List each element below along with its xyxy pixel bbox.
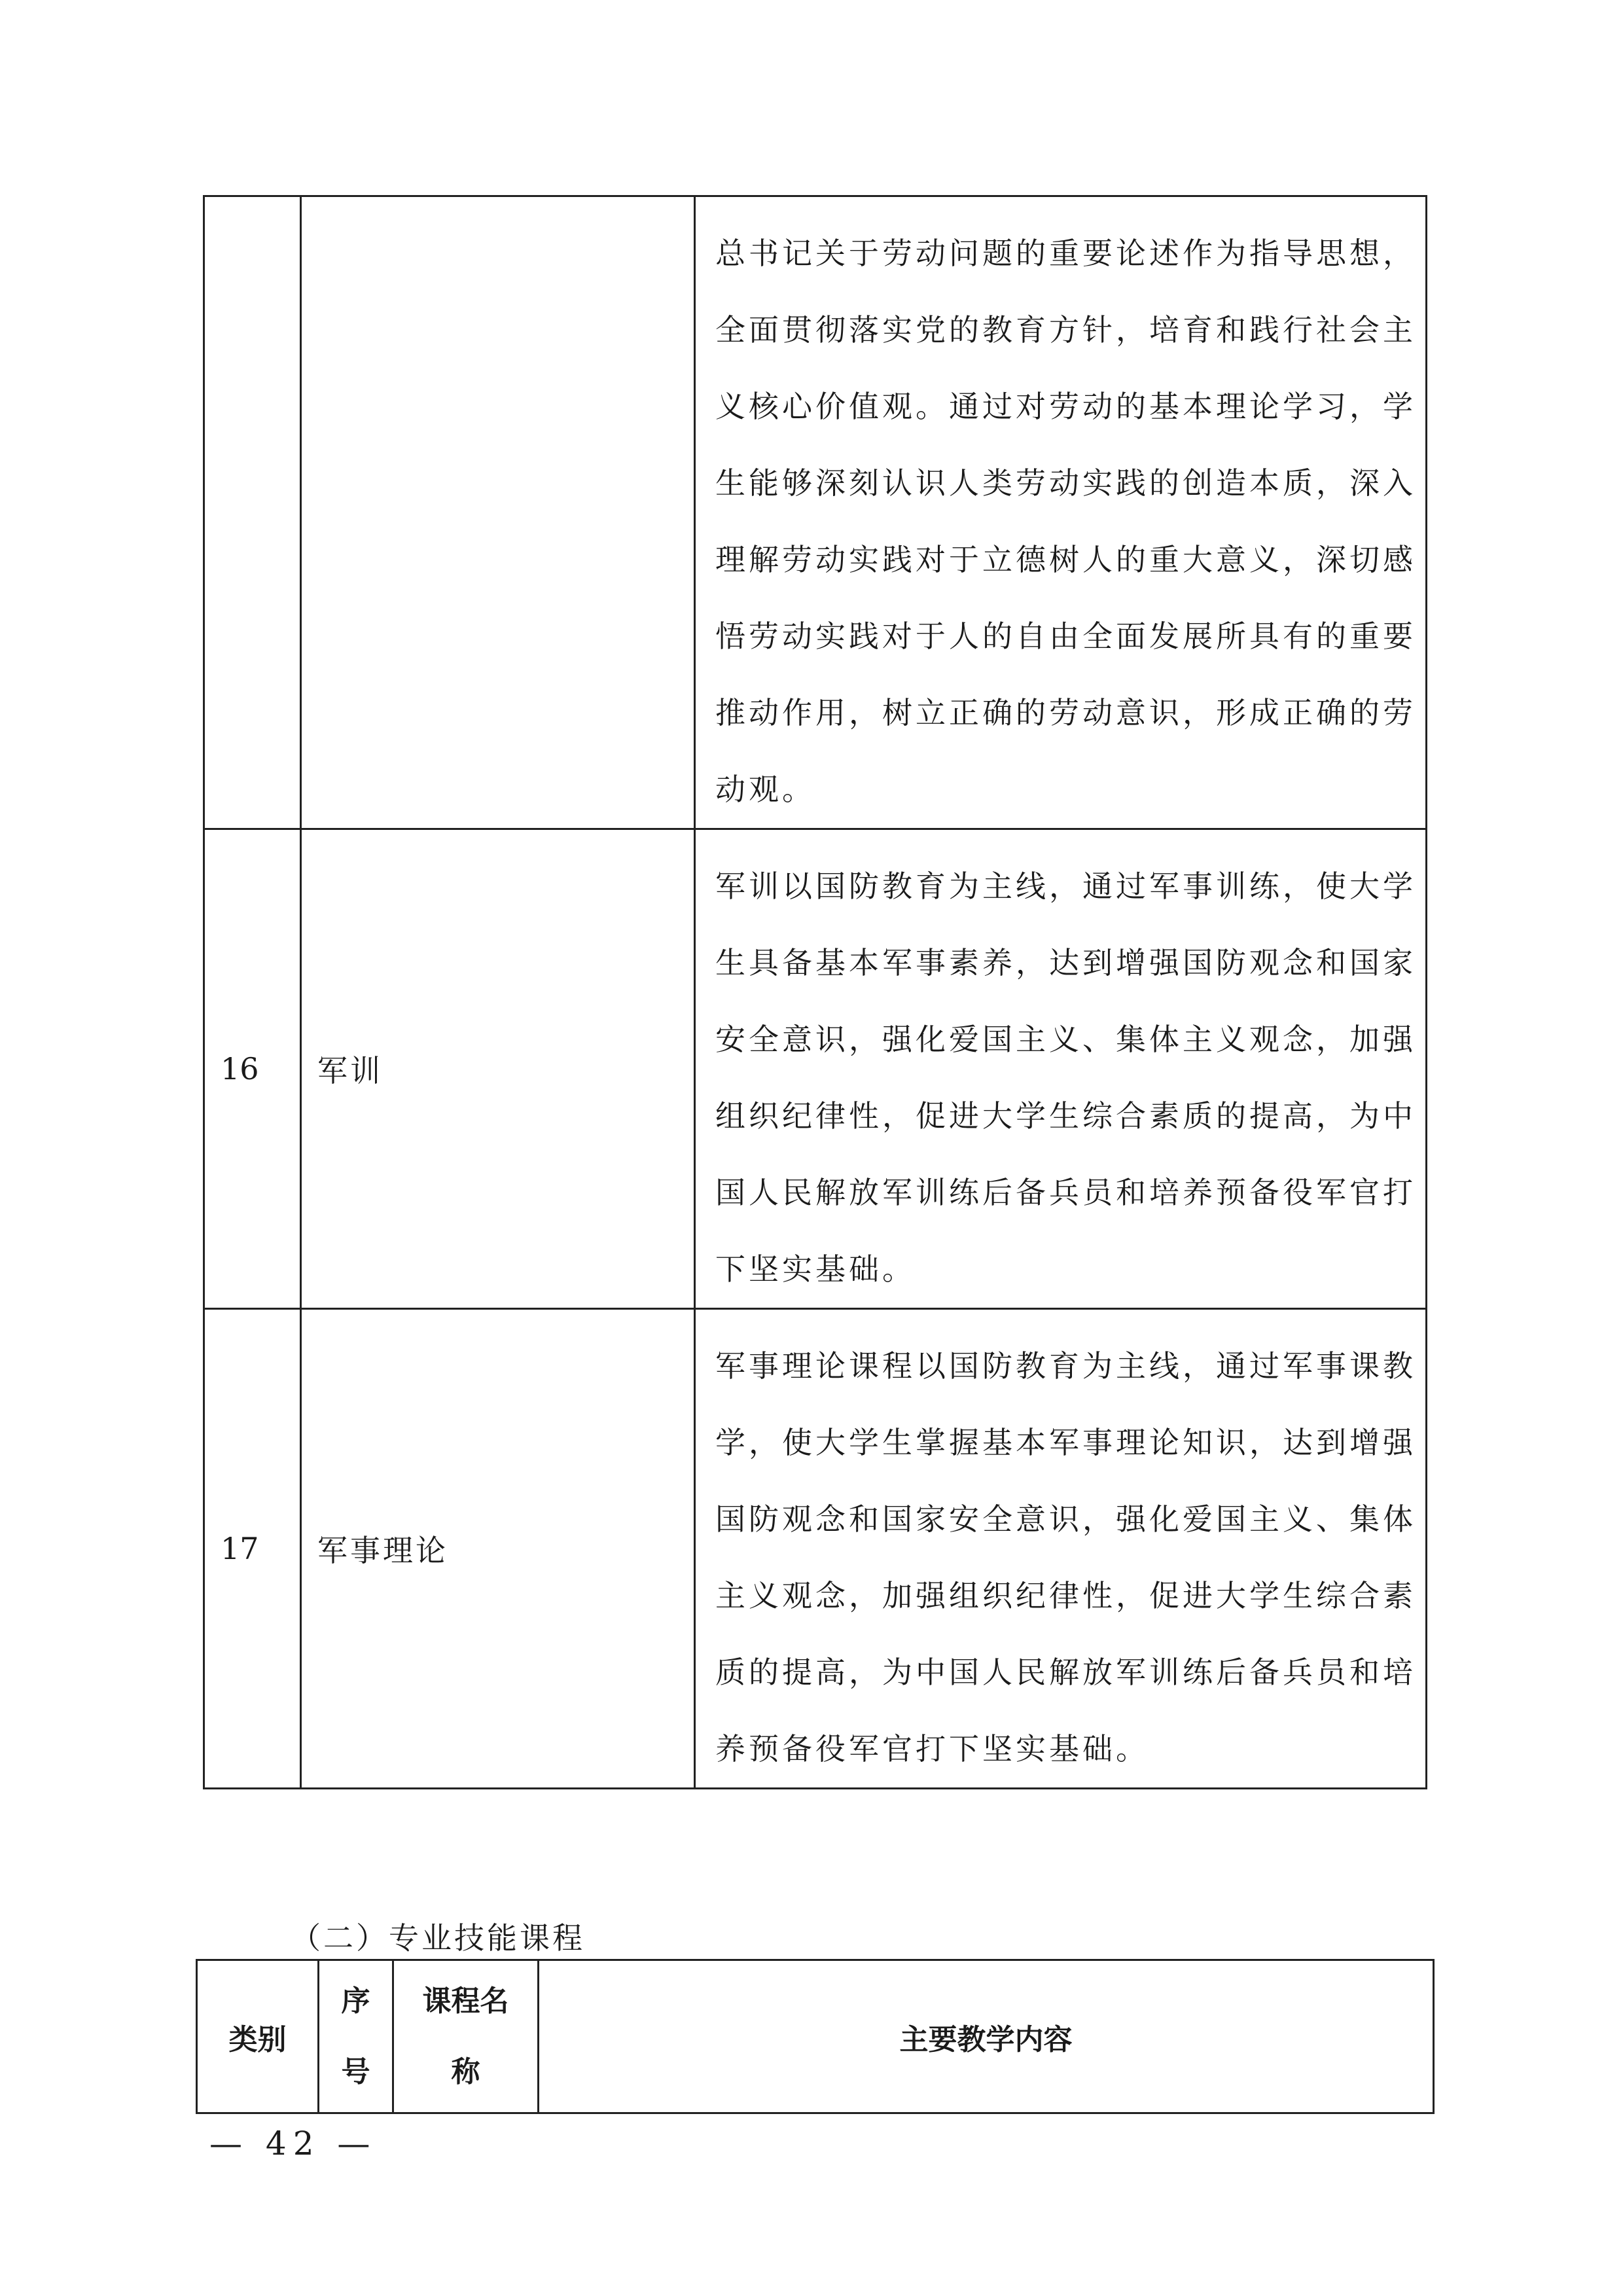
content-line: 义核心价值观。通过对劳动的基本理论学习，学: [715, 389, 1416, 424]
content-line: 生具备基本军事素养，达到增强国防观念和国家: [715, 945, 1416, 980]
table-row: [204, 829, 1427, 1309]
content-text: [696, 1310, 1425, 1787]
content-cell: [695, 196, 1427, 829]
course-table: [203, 195, 1427, 1789]
header-category: 类别: [197, 1960, 319, 2113]
content-line: 悟劳动实践对于人的自由全面发展所具有的重要: [715, 619, 1416, 654]
content-line: 军事理论课程以国防教育为主线，通过军事课教: [715, 1348, 1416, 1384]
content-line: 推动作用，树立正确的劳动意识，形成正确的劳: [715, 695, 1416, 730]
skills-course-table: [196, 1959, 1435, 2114]
header-course-line: 课程名: [422, 1984, 509, 2018]
table-row: [204, 196, 1427, 829]
table-header-row: [197, 1960, 1434, 2113]
header-seq: [319, 1960, 393, 2113]
course-name-cell: [301, 196, 695, 829]
row-number-cell: 17: [204, 1309, 301, 1789]
section-title: （二）专业技能课程: [291, 1920, 585, 1956]
content-text: [696, 197, 1425, 828]
content-line: 学，使大学生掌握基本军事理论知识，达到增强: [715, 1425, 1416, 1460]
content-line: 国人民解放军训练后备兵员和培养预备役军官打: [715, 1175, 1416, 1210]
content-line: 总书记关于劳动问题的重要论述作为指导思想，: [715, 236, 1416, 271]
header-seq-line: 号: [341, 2054, 370, 2089]
content-line: 动观。: [715, 772, 815, 807]
content-cell: [695, 829, 1427, 1309]
page-number: — 42 —: [209, 2125, 377, 2162]
row-number-cell: 16: [204, 829, 301, 1309]
content-line: 理解劳动实践对于立德树人的重大意义，深切感: [715, 542, 1416, 577]
course-name-cell: 军事理论: [301, 1309, 695, 1789]
row-number-cell: [204, 196, 301, 829]
content-line: 主义观念，加强组织纪律性，促进大学生综合素: [715, 1578, 1416, 1613]
content-cell: [695, 1309, 1427, 1789]
content-text: [696, 830, 1425, 1308]
content-line: 下坚实基础。: [715, 1251, 916, 1287]
content-line: 安全意识，强化爱国主义、集体主义观念，加强: [715, 1022, 1416, 1057]
content-line: 组织纪律性，促进大学生综合素质的提高，为中: [715, 1098, 1416, 1134]
content-line: 质的提高，为中国人民解放军训练后备兵员和培: [715, 1655, 1416, 1690]
header-content: 主要教学内容: [539, 1960, 1434, 2113]
content-line: 国防观念和国家安全意识，强化爱国主义、集体: [715, 1501, 1416, 1537]
content-line: 军训以国防教育为主线，通过军事训练，使大学: [715, 869, 1416, 904]
header-seq-line: 序: [341, 1984, 370, 2018]
course-name-cell: 军训: [301, 829, 695, 1309]
header-course-line: 称: [451, 2054, 480, 2089]
header-course-name: [393, 1960, 539, 2113]
content-line: 全面贯彻落实党的教育方针，培育和践行社会主: [715, 312, 1416, 348]
content-line: 养预备役军官打下坚实基础。: [715, 1731, 1149, 1767]
content-line: 生能够深刻认识人类劳动实践的创造本质，深入: [715, 465, 1416, 501]
table-row: [204, 1309, 1427, 1789]
